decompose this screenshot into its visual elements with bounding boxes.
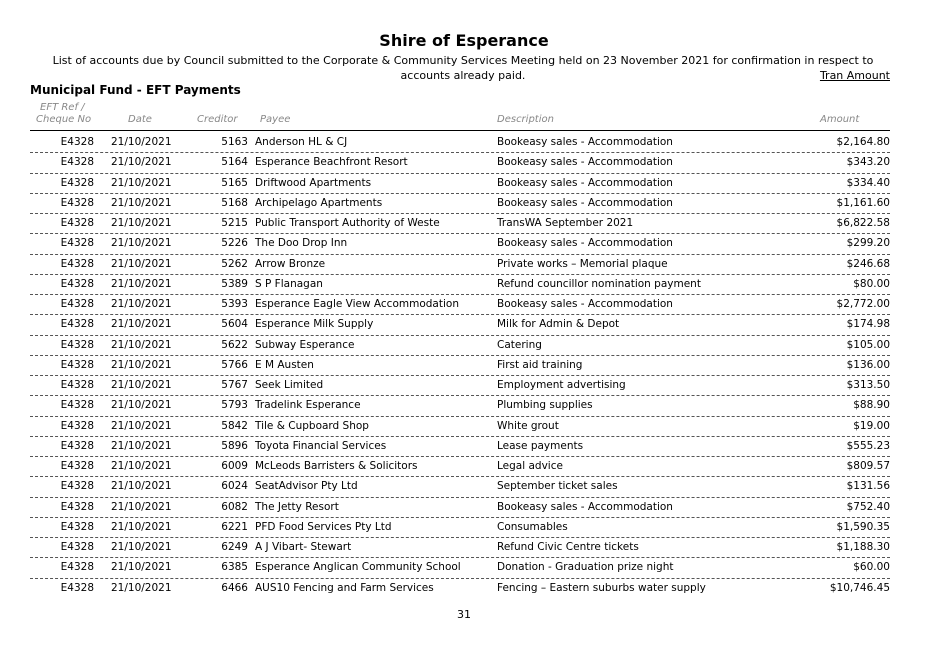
cell-creditor: 6082: [221, 500, 248, 513]
cell-creditor: 5842: [221, 419, 248, 432]
cell-date: 21/10/2021: [111, 318, 172, 331]
cell-description: September ticket sales: [497, 480, 618, 493]
cell-amount: $299.20: [846, 237, 890, 250]
cell-date: 21/10/2021: [111, 500, 172, 513]
cell-description: First aid training: [497, 358, 583, 371]
cell-ref: E4328: [60, 500, 94, 513]
cell-creditor: 5168: [221, 196, 248, 209]
cell-amount: $2,164.80: [836, 136, 890, 148]
cell-creditor: 6385: [221, 561, 248, 574]
table-row: [0, 558, 928, 578]
cell-date: 21/10/2021: [111, 156, 172, 169]
cell-description: Milk for Admin & Depot: [497, 318, 620, 331]
cell-creditor: 5767: [221, 379, 248, 391]
cell-payee: McLeods Barristers & Solicitors: [255, 460, 418, 472]
cell-ref: E4328: [60, 379, 94, 391]
cell-creditor: 5226: [221, 237, 248, 250]
cell-amount: $131.56: [846, 480, 890, 493]
cell-date: 21/10/2021: [111, 439, 172, 452]
cell-payee: Toyota Financial Services: [255, 439, 387, 452]
cell-description: Refund Civic Centre tickets: [497, 541, 639, 553]
header-description: Description: [497, 114, 554, 125]
cell-ref: E4328: [60, 541, 94, 553]
table-row: [0, 437, 928, 457]
cell-description: Bookeasy sales - Accommodation: [497, 176, 673, 189]
cell-amount: $1,188.30: [836, 541, 890, 553]
cell-amount: $174.98: [846, 318, 890, 331]
cell-payee: SeatAdvisor Pty Ltd: [255, 480, 358, 493]
cell-ref: E4328: [60, 460, 94, 472]
cell-amount: $1,161.60: [836, 196, 890, 209]
table-row: [0, 275, 928, 295]
cell-creditor: 6024: [221, 480, 248, 493]
table-row: [0, 356, 928, 376]
cell-ref: E4328: [60, 257, 94, 270]
cell-payee: Esperance Eagle View Accommodation: [255, 298, 459, 310]
table-row: [0, 417, 928, 437]
cell-description: White grout: [497, 419, 559, 432]
table-row: [0, 153, 928, 173]
table-row: [0, 234, 928, 254]
cell-ref: E4328: [60, 561, 94, 574]
cell-creditor: 5215: [221, 217, 248, 229]
cell-amount: $343.20: [846, 156, 890, 169]
cell-date: 21/10/2021: [111, 379, 172, 391]
cell-description: Donation - Graduation prize night: [497, 561, 674, 574]
cell-creditor: 5622: [221, 338, 248, 351]
cell-creditor: 5165: [221, 176, 248, 189]
cell-creditor: 5393: [221, 298, 248, 310]
cell-date: 21/10/2021: [111, 277, 172, 290]
cell-payee: Subway Esperance: [255, 338, 355, 351]
cell-amount: $809.57: [846, 460, 890, 472]
cell-date: 21/10/2021: [111, 298, 172, 310]
cell-creditor: 5896: [221, 439, 248, 452]
cell-date: 21/10/2021: [111, 541, 172, 553]
cell-payee: Tradelink Esperance: [255, 399, 361, 412]
cell-ref: E4328: [60, 399, 94, 412]
cell-ref: E4328: [60, 358, 94, 371]
payments-table: [0, 133, 928, 599]
cell-date: 21/10/2021: [111, 217, 172, 229]
cell-description: Private works – Memorial plaque: [497, 257, 668, 270]
cell-payee: S P Flanagan: [255, 277, 323, 290]
document-subtitle: List of accounts due by Council submitted to the Corporate & Community Services Meeting held on 23 November 2021 for confirmation in respect to accounts already paid.: [52, 54, 874, 82]
cell-description: Bookeasy sales - Accommodation: [497, 156, 673, 169]
cell-description: Bookeasy sales - Accommodation: [497, 298, 673, 310]
cell-creditor: 5164: [221, 156, 248, 169]
cell-amount: $6,822.58: [836, 217, 890, 229]
cell-payee: Esperance Beachfront Resort: [255, 156, 408, 169]
cell-date: 21/10/2021: [111, 399, 172, 412]
cell-date: 21/10/2021: [111, 480, 172, 493]
section-heading: Municipal Fund - EFT Payments: [30, 83, 241, 97]
cell-date: 21/10/2021: [111, 176, 172, 189]
cell-date: 21/10/2021: [111, 237, 172, 250]
cell-date: 21/10/2021: [111, 460, 172, 472]
cell-creditor: 5766: [221, 358, 248, 371]
cell-date: 21/10/2021: [111, 196, 172, 209]
cell-ref: E4328: [60, 156, 94, 169]
cell-ref: E4328: [60, 480, 94, 493]
cell-ref: E4328: [60, 277, 94, 290]
cell-description: Plumbing supplies: [497, 399, 593, 412]
cell-description: Lease payments: [497, 439, 584, 452]
cell-description: Legal advice: [497, 460, 563, 472]
cell-ref: E4328: [60, 439, 94, 452]
table-row: [0, 538, 928, 558]
cell-ref: E4328: [60, 581, 94, 594]
cell-ref: E4328: [60, 196, 94, 209]
table-row: [0, 194, 928, 214]
cell-payee: Esperance Milk Supply: [255, 318, 374, 331]
cell-date: 21/10/2021: [111, 338, 172, 351]
cell-ref: E4328: [60, 318, 94, 331]
cell-creditor: 5389: [221, 277, 248, 290]
cell-amount: $1,590.35: [836, 520, 890, 533]
cell-description: Refund councillor nomination payment: [497, 277, 701, 290]
cell-description: Fencing – Eastern suburbs water supply: [497, 581, 706, 594]
table-row: [0, 498, 928, 518]
header-ref-line1: EFT Ref /: [40, 102, 85, 113]
cell-description: Bookeasy sales - Accommodation: [497, 500, 673, 513]
cell-amount: $88.90: [853, 399, 890, 412]
cell-ref: E4328: [60, 419, 94, 432]
cell-payee: PFD Food Services Pty Ltd: [255, 520, 392, 533]
cell-ref: E4328: [60, 298, 94, 310]
header-payee: Payee: [260, 114, 291, 125]
cell-creditor: 5262: [221, 257, 248, 270]
cell-payee: The Jetty Resort: [255, 500, 339, 513]
cell-date: 21/10/2021: [111, 136, 172, 148]
cell-amount: $19.00: [853, 419, 890, 432]
table-row: [0, 396, 928, 416]
cell-payee: Tile & Cupboard Shop: [255, 419, 369, 432]
cell-creditor: 5793: [221, 399, 248, 412]
table-row: [0, 255, 928, 275]
cell-amount: $752.40: [846, 500, 890, 513]
cell-date: 21/10/2021: [111, 419, 172, 432]
cell-payee: Driftwood Apartments: [255, 176, 372, 189]
cell-date: 21/10/2021: [111, 520, 172, 533]
cell-payee: Arrow Bronze: [255, 257, 326, 270]
cell-ref: E4328: [60, 237, 94, 250]
cell-amount: $334.40: [846, 176, 890, 189]
cell-description: Catering: [497, 338, 542, 351]
cell-date: 21/10/2021: [111, 561, 172, 574]
table-row: [0, 174, 928, 194]
cell-description: Bookeasy sales - Accommodation: [497, 237, 673, 250]
cell-date: 21/10/2021: [111, 581, 172, 594]
cell-ref: E4328: [60, 217, 94, 229]
cell-ref: E4328: [60, 136, 94, 148]
cell-creditor: 6466: [221, 581, 248, 594]
cell-payee: Archipelago Apartments: [255, 196, 383, 209]
cell-payee: AUS10 Fencing and Farm Services: [255, 581, 434, 594]
table-row: [0, 376, 928, 396]
cell-ref: E4328: [60, 338, 94, 351]
header-date: Date: [128, 114, 152, 125]
table-row: [0, 457, 928, 477]
cell-creditor: 6249: [221, 541, 248, 553]
table-row: [0, 579, 928, 599]
header-creditor: Creditor: [197, 114, 238, 125]
cell-amount: $105.00: [846, 338, 890, 351]
cell-payee: Seek Limited: [255, 379, 324, 391]
table-row: [0, 315, 928, 335]
cell-payee: E M Austen: [255, 358, 314, 371]
header-ref-line2: Cheque No: [36, 114, 92, 125]
cell-creditor: 6221: [221, 520, 248, 533]
cell-amount: $80.00: [853, 277, 890, 290]
cell-description: Employment advertising: [497, 379, 626, 391]
cell-amount: $313.50: [846, 379, 890, 391]
tran-amount-label: Tran Amount: [819, 69, 890, 82]
cell-amount: $60.00: [853, 561, 890, 574]
cell-date: 21/10/2021: [111, 358, 172, 371]
cell-creditor: 5163: [221, 136, 248, 148]
cell-payee: Public Transport Authority of Weste: [255, 217, 440, 229]
cell-ref: E4328: [60, 176, 94, 189]
header-divider: [30, 130, 890, 131]
table-row: [0, 295, 928, 315]
cell-amount: $246.68: [846, 257, 890, 270]
cell-amount: $10,746.45: [829, 581, 890, 594]
page-number: 31: [457, 608, 471, 621]
cell-description: Bookeasy sales - Accommodation: [497, 196, 673, 209]
cell-payee: Esperance Anglican Community School: [255, 561, 461, 574]
cell-creditor: 6009: [221, 460, 248, 472]
table-row: [0, 477, 928, 497]
cell-payee: A J Vibart- Stewart: [255, 541, 352, 553]
cell-amount: $136.00: [846, 358, 890, 371]
header-amount: Amount: [820, 114, 860, 125]
cell-ref: E4328: [60, 520, 94, 533]
cell-description: Consumables: [497, 520, 568, 533]
table-row: [0, 336, 928, 356]
cell-date: 21/10/2021: [111, 257, 172, 270]
document-title: Shire of Esperance: [379, 31, 549, 50]
cell-description: TransWA September 2021: [497, 217, 634, 229]
cell-payee: The Doo Drop Inn: [255, 237, 348, 250]
table-row: [0, 214, 928, 234]
table-row: [0, 518, 928, 538]
cell-amount: $2,772.00: [836, 298, 890, 310]
cell-description: Bookeasy sales - Accommodation: [497, 136, 673, 148]
cell-amount: $555.23: [846, 439, 890, 452]
cell-payee: Anderson HL & CJ: [255, 136, 348, 148]
cell-creditor: 5604: [221, 318, 248, 331]
table-row: [0, 133, 928, 153]
